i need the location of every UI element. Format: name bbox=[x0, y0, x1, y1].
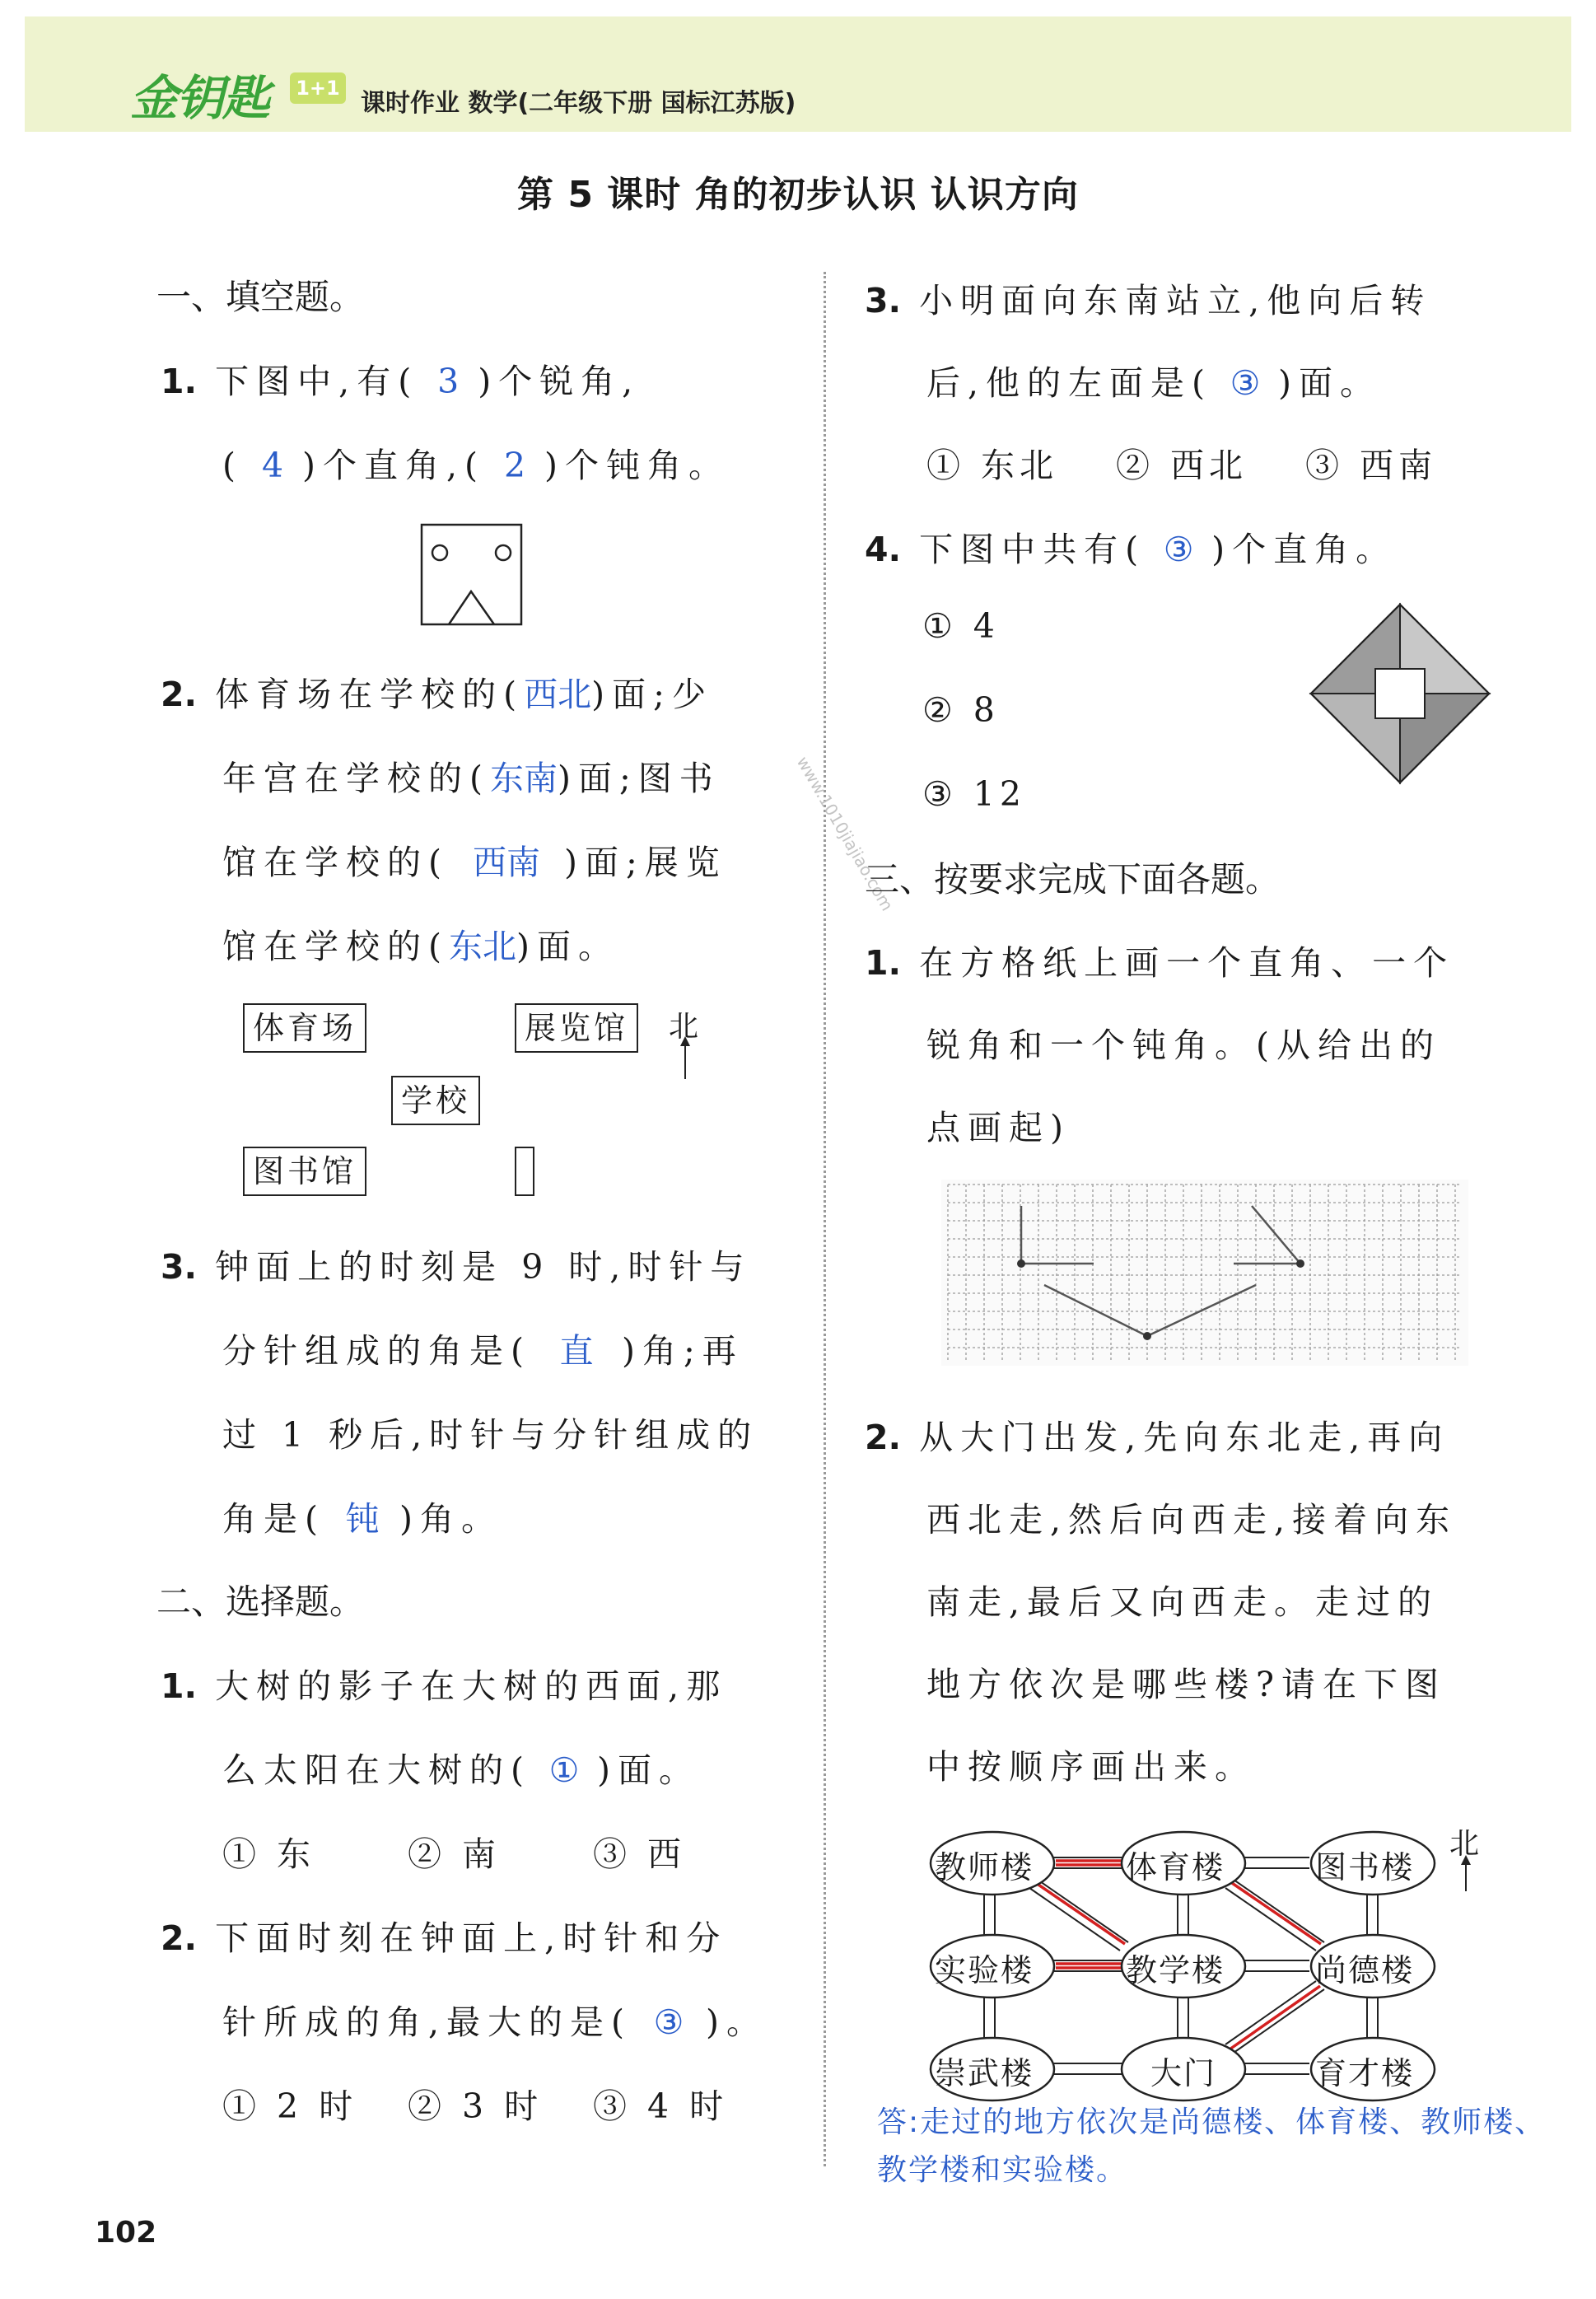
s1-q3-line3: 过 1 秒后,时针与分针组成的 bbox=[222, 1415, 759, 1455]
answer-right-angle-count: ③ bbox=[1163, 530, 1194, 569]
lesson-title: 第 5 课时 角的初步认识 认识方向 bbox=[517, 174, 1079, 216]
s2-q1-line2: 么太阳在大树的( ① )面。 bbox=[222, 1750, 700, 1790]
s2-q4-option3: ③ 12 bbox=[922, 774, 1026, 814]
map-jiaoxuelou: 教学楼 bbox=[1126, 1952, 1225, 1988]
s1-q1-line1: 1. 下图中,有( 3 )个锐角, bbox=[161, 362, 641, 401]
answer-shaoniangong: 东南 bbox=[490, 759, 558, 798]
face-square-figure bbox=[420, 523, 523, 626]
s1-q2-line3: 馆在学校的( 西南 )面;展览 bbox=[222, 835, 727, 884]
map-tiyulou: 体育楼 bbox=[1126, 1849, 1225, 1885]
north-label-2: 北 bbox=[1449, 1827, 1480, 1861]
answer-tushuguan: 西南 bbox=[473, 843, 540, 882]
map-yucailou: 育才楼 bbox=[1315, 2055, 1415, 2091]
answer-tiyuchang: 西北 bbox=[524, 675, 592, 714]
s3-q2-line3: 南走,最后又向西走。走过的 bbox=[926, 1582, 1440, 1622]
s2-q2-line1: 2. 下面时刻在钟面上,时针和分 bbox=[161, 1918, 728, 1958]
map-shiyanlou: 实验楼 bbox=[935, 1952, 1034, 1988]
s3-q1-line3: 点画起) bbox=[926, 1108, 1071, 1147]
answer-obtuse: 2 bbox=[503, 446, 526, 485]
north-label-1: 北 bbox=[669, 1010, 699, 1044]
route-answer: 答:走过的地方依次是尚德楼、体育楼、教师楼、教学楼和实验楼。 bbox=[877, 2105, 1547, 2187]
answer-left-direction: ③ bbox=[1230, 363, 1261, 403]
map-tushulou: 图书楼 bbox=[1315, 1849, 1415, 1885]
map-xuexiao: 学校 bbox=[391, 1076, 480, 1125]
brand-badge: 1+1 bbox=[290, 72, 346, 104]
s2-q2-line2: 针所成的角,最大的是( ③ )。 bbox=[222, 2002, 768, 2042]
s2-q1-option2: ② 南 bbox=[408, 1834, 502, 1874]
answer-acute: 3 bbox=[437, 362, 460, 401]
s3-q1-line1: 1. 在方格纸上画一个直角、一个 bbox=[865, 943, 1455, 983]
header-subtitle: 课时作业 数学(二年级下册 国标江苏版) bbox=[361, 89, 796, 118]
s2-q3-line2: 后,他的左面是( ③ )面。 bbox=[926, 363, 1382, 403]
grid-paper-drawing bbox=[941, 1180, 1468, 1366]
s3-q2-line5: 中按顺序画出来。 bbox=[926, 1747, 1256, 1787]
s2-q4-line1: 4. 下图中共有( ③ )个直角。 bbox=[865, 530, 1398, 569]
s1-q3-line1: 3. 钟面上的时刻是 9 时,时针与 bbox=[161, 1247, 752, 1287]
page-number: 102 bbox=[95, 2216, 157, 2250]
map-jiaoshilou: 教师楼 bbox=[935, 1849, 1034, 1885]
s2-q1-line1: 1. 大树的影子在大树的西面,那 bbox=[161, 1666, 728, 1706]
answer-9-oclock-angle: 直 bbox=[559, 1331, 594, 1371]
answer-largest-angle: ③ bbox=[653, 2002, 684, 2042]
s1-q2-line1: 2. 体育场在学校的(西北)面;少 bbox=[161, 675, 713, 714]
s1-q3-line4: 角是( 钝 )角。 bbox=[222, 1492, 502, 1540]
s1-q2-line2: 年宫在学校的(东南)面;图书 bbox=[222, 759, 721, 798]
map-zhanlanguan: 展览馆 bbox=[515, 1003, 638, 1053]
s3-q2-line2: 西北走,然后向西走,接着向东 bbox=[926, 1500, 1458, 1540]
watermark: www.1010jiajiao.com bbox=[792, 753, 898, 914]
pinwheel-square-figure bbox=[1309, 603, 1491, 784]
s2-q3-option2: ② 西北 bbox=[1116, 446, 1248, 485]
answer-zhanlanguan: 东北 bbox=[449, 927, 516, 966]
answer-sun-direction: ① bbox=[548, 1750, 580, 1790]
map-chongwulou: 崇武楼 bbox=[935, 2055, 1034, 2091]
brand-logo: 金钥匙 bbox=[130, 70, 269, 126]
s2-q4-option2: ② 8 bbox=[922, 690, 1000, 730]
s2-q2-option1: ① 2 时 bbox=[222, 2086, 358, 2126]
s2-q3-option3: ③ 西南 bbox=[1305, 446, 1438, 485]
s2-q1-option1: ① 东 bbox=[222, 1834, 316, 1874]
answer-right: 4 bbox=[261, 446, 284, 485]
answer-after-1-second-angle: 钝 bbox=[345, 1499, 380, 1539]
s2-q2-option3: ③ 4 时 bbox=[593, 2086, 729, 2126]
section3-heading: 三、按要求完成下面各题。 bbox=[865, 859, 1281, 900]
north-arrow-icon-2 bbox=[1465, 1858, 1467, 1891]
s2-q2-option2: ② 3 时 bbox=[408, 2086, 544, 2126]
s1-q1-line2: ( 4 )个直角,( 2 )个钝角。 bbox=[222, 446, 730, 485]
s2-q1-option3: ③ 西 bbox=[593, 1834, 687, 1874]
section2-heading: 二、选择题。 bbox=[156, 1582, 365, 1622]
map-tushuguan: 图书馆 bbox=[243, 1147, 366, 1196]
s3-q2-line1: 2. 从大门出发,先向东北走,再向 bbox=[865, 1418, 1450, 1457]
map-shaoniangong bbox=[515, 1147, 534, 1196]
s1-q3-line2: 分针组成的角是( 直 )角;再 bbox=[222, 1324, 744, 1372]
s2-q3-line1: 3. 小明面向东南站立,他向后转 bbox=[865, 281, 1432, 320]
s1-q2-line4: 馆在学校的(东北)面。 bbox=[222, 927, 619, 966]
map-shangdelou: 尚德楼 bbox=[1315, 1952, 1415, 1988]
s3-q1-line2: 锐角和一个钝角。(从给出的 bbox=[926, 1026, 1441, 1065]
s2-q3-option1: ① 东北 bbox=[926, 446, 1059, 485]
map-tiyuchang: 体育场 bbox=[243, 1003, 366, 1053]
section1-heading: 一、填空题。 bbox=[156, 277, 365, 317]
column-divider bbox=[824, 272, 826, 2166]
s3-q2-line4: 地方依次是哪些楼?请在下图 bbox=[926, 1665, 1446, 1704]
map-damen: 大门 bbox=[1150, 2055, 1217, 2091]
s2-q4-option1: ① 4 bbox=[922, 606, 1000, 646]
north-arrow-icon-1 bbox=[684, 1040, 686, 1079]
